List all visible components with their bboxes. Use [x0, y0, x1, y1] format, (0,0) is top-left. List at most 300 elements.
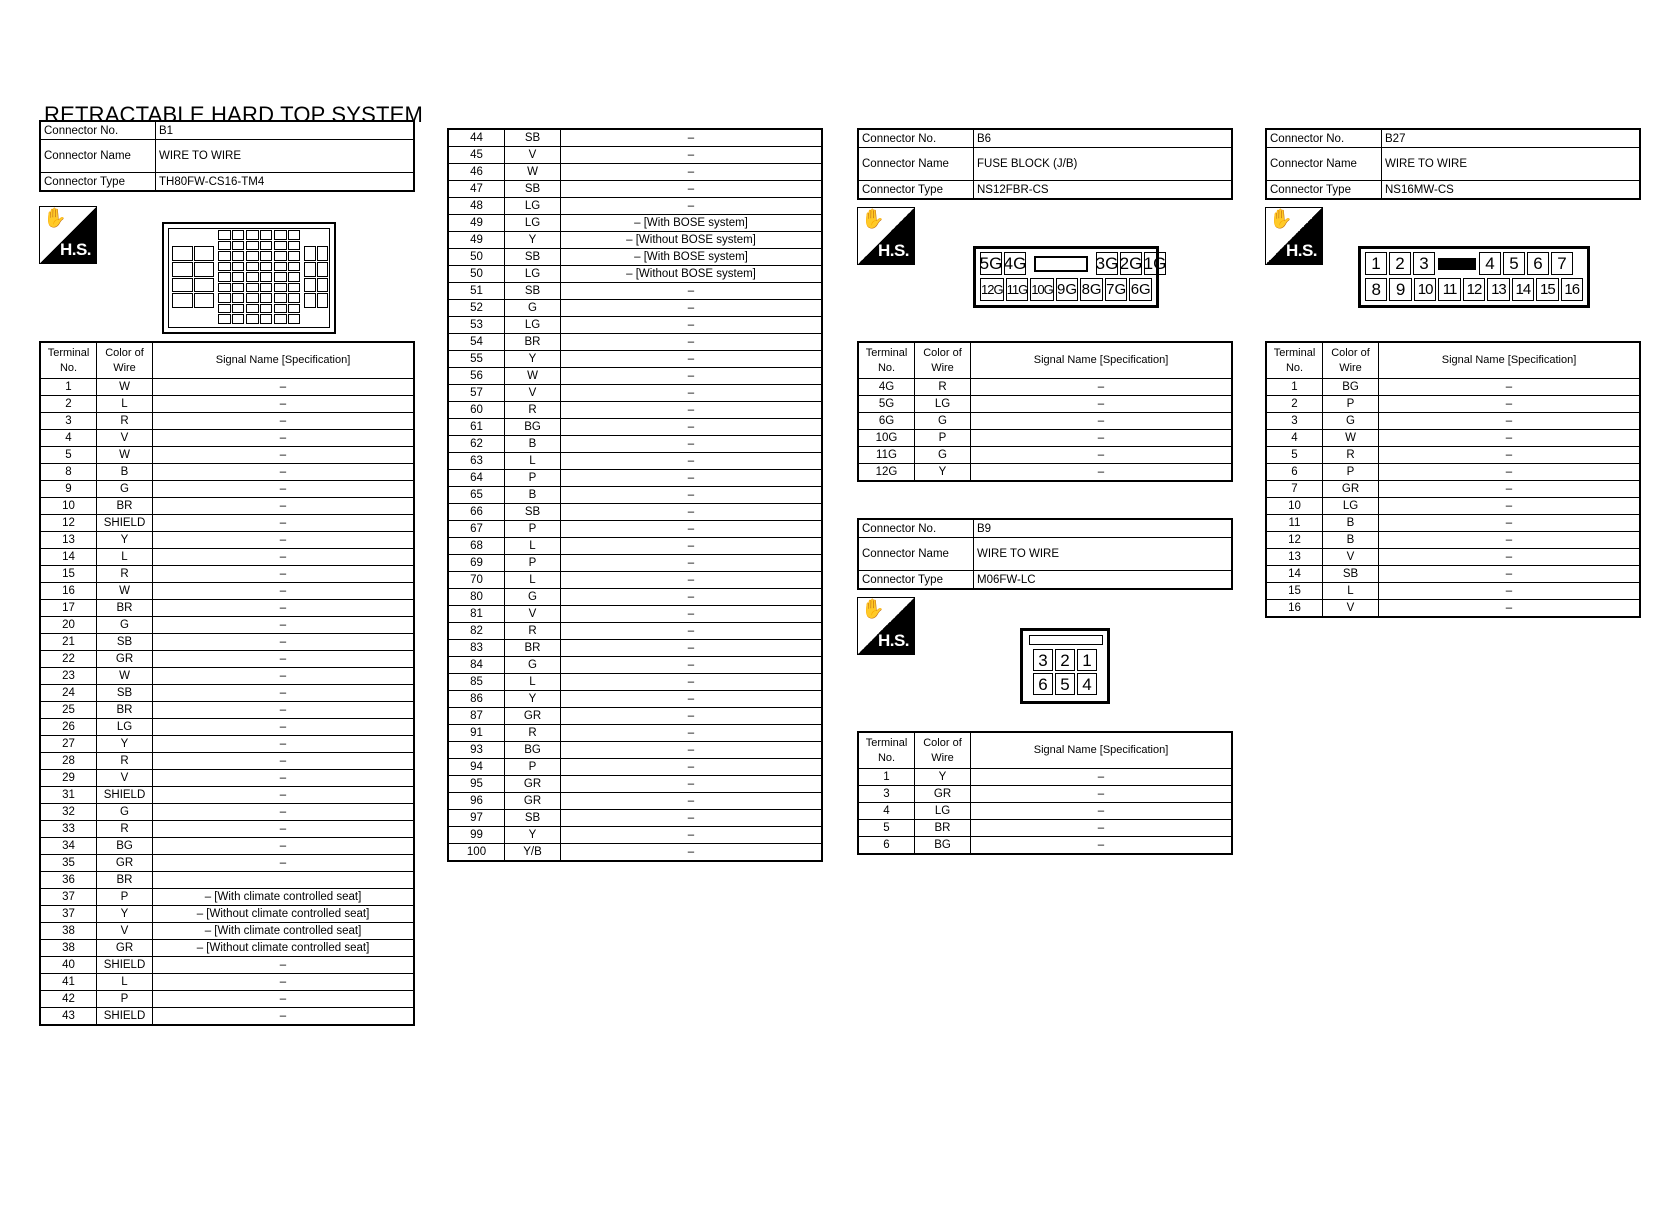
wire-color: SB — [97, 634, 153, 651]
table-row — [40, 549, 414, 566]
terminal-header: Terminal No. — [1266, 342, 1323, 379]
wire-color: L — [97, 396, 153, 413]
terminal-no: 50 — [448, 249, 505, 266]
terminal-no: 13 — [1266, 549, 1323, 566]
wire-color: BR — [97, 498, 153, 515]
wire-color: L — [97, 974, 153, 991]
b27-pin: 8 — [1365, 278, 1387, 301]
terminal-no: 23 — [40, 668, 97, 685]
signal-name: – — [561, 623, 823, 640]
signal-name: – — [153, 515, 415, 532]
b27-pin: 3 — [1413, 252, 1435, 275]
signal-name: – — [971, 413, 1233, 430]
terminal-no: 46 — [448, 164, 505, 181]
wire-color: BG — [505, 742, 561, 759]
table-row — [858, 379, 1232, 396]
wire-color: SB — [505, 129, 561, 147]
table-row — [40, 651, 414, 668]
terminal-no: 10G — [858, 430, 915, 447]
wire-color: G — [97, 481, 153, 498]
table-row — [40, 566, 414, 583]
wire-color: LG — [505, 317, 561, 334]
table-row — [448, 385, 822, 402]
signal-name: – — [1379, 549, 1641, 566]
wire-color: Y — [505, 827, 561, 844]
table-row — [448, 402, 822, 419]
table-row — [40, 736, 414, 753]
wire-color: W — [505, 368, 561, 385]
table-row — [448, 589, 822, 606]
terminal-no: 3 — [1266, 413, 1323, 430]
signal-name: – — [561, 147, 823, 164]
terminal-no: 5G — [858, 396, 915, 413]
wire-color: SB — [505, 181, 561, 198]
b6-connector-type: NS12FBR-CS — [974, 181, 1233, 200]
connector-no-label: Connector No. — [40, 121, 156, 140]
table-row — [40, 787, 414, 804]
wire-color: B — [505, 487, 561, 504]
terminal-header: Terminal No. — [40, 342, 97, 379]
b6-key-slot — [1028, 252, 1094, 275]
wire-color: V — [1323, 600, 1379, 618]
wire-color: GR — [1323, 481, 1379, 498]
connector-type-label: Connector Type — [1266, 181, 1382, 200]
b6-connector-name: FUSE BLOCK (J/B) — [974, 148, 1233, 181]
signal-name: – — [153, 668, 415, 685]
signal-name: – — [1379, 566, 1641, 583]
wire-color: W — [1323, 430, 1379, 447]
signal-name: – — [1379, 532, 1641, 549]
table-row — [448, 691, 822, 708]
color-header: Color of Wire — [915, 732, 971, 769]
table-row — [448, 487, 822, 504]
wire-color: LG — [97, 719, 153, 736]
b6-connector-diagram — [973, 246, 1167, 308]
wire-color: GR — [915, 786, 971, 803]
wire-color: LG — [505, 198, 561, 215]
b9-info-table — [857, 518, 1233, 590]
connector-type-label: Connector Type — [858, 571, 974, 590]
hand-icon: ✋ — [861, 209, 885, 230]
terminal-no: 87 — [448, 708, 505, 725]
table-row — [1266, 498, 1640, 515]
wire-color: R — [97, 753, 153, 770]
signal-name: – — [153, 634, 415, 651]
wire-color: L — [505, 453, 561, 470]
wire-color: BG — [505, 419, 561, 436]
terminal-no: 25 — [40, 702, 97, 719]
table-row — [448, 181, 822, 198]
terminal-no: 24 — [40, 685, 97, 702]
wire-color: LG — [505, 266, 561, 283]
b27-pin: 16 — [1561, 278, 1583, 301]
terminal-no: 86 — [448, 691, 505, 708]
wire-color: R — [97, 566, 153, 583]
table-row — [858, 447, 1232, 464]
table-row — [40, 464, 414, 481]
wire-color: BR — [97, 702, 153, 719]
b9-pin: 6 — [1033, 673, 1053, 695]
terminal-no: 28 — [40, 753, 97, 770]
table-row — [448, 793, 822, 810]
b6-pin: 9G — [1056, 278, 1079, 301]
signal-name: – — [153, 974, 415, 991]
table-row — [40, 617, 414, 634]
terminal-no: 15 — [40, 566, 97, 583]
connector-name-label: Connector Name — [40, 140, 156, 173]
b27-pin: 1 — [1365, 252, 1387, 275]
table-row — [448, 351, 822, 368]
signal-name: – — [1379, 515, 1641, 532]
b9-pin: 3 — [1033, 649, 1053, 671]
wire-color: LG — [915, 396, 971, 413]
signal-name: – — [1379, 464, 1641, 481]
signal-name: – — [561, 521, 823, 538]
signal-name: – — [153, 430, 415, 447]
wire-color: B — [1323, 515, 1379, 532]
signal-name: – — [153, 413, 415, 430]
table-row — [1266, 430, 1640, 447]
terminal-no: 61 — [448, 419, 505, 436]
table-row — [40, 379, 414, 396]
signal-name: – — [153, 583, 415, 600]
signal-name: – — [153, 957, 415, 974]
table-row — [40, 532, 414, 549]
terminal-no: 62 — [448, 436, 505, 453]
terminal-no: 36 — [40, 872, 97, 889]
table-row — [40, 1008, 414, 1026]
terminal-no: 32 — [40, 804, 97, 821]
b6-pin: 11G — [1006, 278, 1029, 301]
terminal-no: 47 — [448, 181, 505, 198]
terminal-no: 64 — [448, 470, 505, 487]
b9-pin: 4 — [1077, 673, 1097, 695]
signal-name: – — [561, 351, 823, 368]
b6-connector-no: B6 — [974, 129, 1233, 148]
table-row — [1266, 515, 1640, 532]
terminal-no: 52 — [448, 300, 505, 317]
b27-pin: 15 — [1536, 278, 1558, 301]
table-row — [448, 215, 822, 232]
hs-icon — [857, 597, 915, 655]
table-row — [448, 674, 822, 691]
terminal-no: 4G — [858, 379, 915, 396]
wire-color: SHIELD — [97, 515, 153, 532]
terminal-no: 5 — [1266, 447, 1323, 464]
table-row — [858, 464, 1232, 482]
table-row — [1266, 447, 1640, 464]
signal-name: – — [153, 804, 415, 821]
table-row — [40, 447, 414, 464]
wire-color: BR — [97, 872, 153, 889]
signal-name: – — [153, 566, 415, 583]
table-row — [40, 583, 414, 600]
signal-name: – — [561, 181, 823, 198]
wire-color: LG — [505, 215, 561, 232]
terminal-no: 22 — [40, 651, 97, 668]
connector-no-label: Connector No. — [858, 129, 974, 148]
terminal-no: 29 — [40, 770, 97, 787]
wire-color: Y — [915, 769, 971, 786]
b27-connector-diagram — [1358, 246, 1590, 308]
signal-name — [153, 872, 415, 889]
terminal-no: 80 — [448, 589, 505, 606]
table-row — [448, 453, 822, 470]
table-row — [40, 821, 414, 838]
table-row — [448, 657, 822, 674]
signal-name: – — [1379, 396, 1641, 413]
signal-name: – — [153, 651, 415, 668]
hs-icon — [1265, 207, 1323, 265]
wire-color: V — [97, 770, 153, 787]
signal-name: – — [561, 283, 823, 300]
terminal-no: 1 — [858, 769, 915, 786]
signal-name: – — [1379, 379, 1641, 396]
table-row — [448, 266, 822, 283]
wire-color: V — [97, 923, 153, 940]
terminal-no: 3 — [40, 413, 97, 430]
table-row — [448, 623, 822, 640]
wire-color: G — [915, 413, 971, 430]
wire-color: BG — [1323, 379, 1379, 396]
b9-connector-diagram — [1020, 628, 1110, 704]
b6-pin: 5G — [979, 254, 1003, 273]
signal-name: – — [153, 753, 415, 770]
table-row — [448, 317, 822, 334]
terminal-no: 34 — [40, 838, 97, 855]
hand-icon: ✋ — [43, 208, 67, 229]
table-row — [448, 776, 822, 793]
b27-pin-table — [1265, 341, 1641, 618]
signal-name: – [With climate controlled seat] — [153, 923, 415, 940]
terminal-no: 56 — [448, 368, 505, 385]
wire-color: SB — [505, 283, 561, 300]
b6-pin: 8G — [1080, 278, 1103, 301]
terminal-no: 2 — [40, 396, 97, 413]
signal-name: – — [561, 164, 823, 181]
table-row — [448, 555, 822, 572]
b27-connector-type: NS16MW-CS — [1382, 181, 1641, 200]
table-row — [1266, 549, 1640, 566]
table-row — [40, 838, 414, 855]
terminal-no: 50 — [448, 266, 505, 283]
terminal-no: 4 — [1266, 430, 1323, 447]
table-row — [40, 804, 414, 821]
terminal-no: 11G — [858, 447, 915, 464]
signal-name: – — [561, 725, 823, 742]
table-row — [448, 368, 822, 385]
wire-color: P — [97, 889, 153, 906]
signal-name: – — [971, 379, 1233, 396]
signal-name: – — [561, 487, 823, 504]
table-row — [448, 521, 822, 538]
signal-name: – — [561, 436, 823, 453]
wire-color: BG — [97, 838, 153, 855]
signal-name: – — [971, 464, 1233, 482]
b27-pin: 14 — [1512, 278, 1534, 301]
signal-name: – — [1379, 600, 1641, 618]
terminal-no: 37 — [40, 906, 97, 923]
b1-pin-table-b — [447, 128, 823, 862]
signal-name: – — [561, 419, 823, 436]
wire-color: B — [1323, 532, 1379, 549]
signal-name: – — [561, 555, 823, 572]
connector-type-label: Connector Type — [40, 173, 156, 192]
table-row — [858, 430, 1232, 447]
table-row — [448, 198, 822, 215]
signal-name: – — [561, 759, 823, 776]
wire-color: BG — [915, 837, 971, 855]
signal-name: – — [561, 470, 823, 487]
connector-name-label: Connector Name — [858, 538, 974, 571]
b6-pin: 4G — [1003, 254, 1027, 273]
signal-name: – — [153, 498, 415, 515]
wire-color: BR — [505, 334, 561, 351]
page-title: RETRACTABLE HARD TOP SYSTEM — [44, 102, 424, 127]
wire-color: SB — [1323, 566, 1379, 583]
table-row — [40, 991, 414, 1008]
signal-name: – — [561, 640, 823, 657]
b27-pin: 10 — [1414, 278, 1436, 301]
terminal-no: 9 — [40, 481, 97, 498]
table-row — [40, 957, 414, 974]
table-row — [448, 232, 822, 249]
signal-name: – — [971, 837, 1233, 855]
table-row — [40, 702, 414, 719]
table-row — [40, 668, 414, 685]
wire-color: B — [97, 464, 153, 481]
terminal-no: 5 — [858, 820, 915, 837]
wire-color: LG — [915, 803, 971, 820]
b1-connector-name: WIRE TO WIRE — [156, 140, 415, 173]
wire-color: P — [1323, 464, 1379, 481]
signal-name: – — [561, 368, 823, 385]
wire-color: P — [505, 555, 561, 572]
signal-name: – [Without climate controlled seat] — [153, 906, 415, 923]
terminal-no: 55 — [448, 351, 505, 368]
table-row — [40, 498, 414, 515]
signal-name: – — [971, 820, 1233, 837]
table-row — [40, 770, 414, 787]
b6-pin: 1G — [1143, 254, 1167, 273]
b1-connector-type: TH80FW-CS16-TM4 — [156, 173, 415, 192]
terminal-no: 11 — [1266, 515, 1323, 532]
signal-name: – [Without BOSE system] — [561, 232, 823, 249]
terminal-no: 14 — [1266, 566, 1323, 583]
signal-name: – — [1379, 583, 1641, 600]
signal-name: – — [153, 447, 415, 464]
wire-color: GR — [505, 776, 561, 793]
signal-name: – — [971, 769, 1233, 786]
table-row — [1266, 379, 1640, 396]
color-header: Color of Wire — [915, 342, 971, 379]
signal-name: – — [561, 589, 823, 606]
wire-color: GR — [505, 793, 561, 810]
wire-color: GR — [97, 651, 153, 668]
wire-color: P — [1323, 396, 1379, 413]
b6-pin: 2G — [1119, 254, 1143, 273]
wire-color: G — [915, 447, 971, 464]
wire-color: V — [97, 430, 153, 447]
table-row — [448, 572, 822, 589]
terminal-no: 20 — [40, 617, 97, 634]
wire-color: W — [97, 668, 153, 685]
terminal-no: 96 — [448, 793, 505, 810]
signal-name: – — [1379, 498, 1641, 515]
signal-name: – — [971, 430, 1233, 447]
b9-pin: 2 — [1055, 649, 1075, 671]
table-row — [448, 810, 822, 827]
connector-type-label: Connector Type — [858, 181, 974, 200]
b1-pin-table-a — [39, 341, 415, 1026]
wire-color: BR — [915, 820, 971, 837]
wire-color: SB — [505, 504, 561, 521]
terminal-no: 12G — [858, 464, 915, 482]
color-header: Color of Wire — [97, 342, 153, 379]
terminal-no: 57 — [448, 385, 505, 402]
signal-name: – — [153, 838, 415, 855]
terminal-no: 3 — [858, 786, 915, 803]
wire-color: Y — [97, 906, 153, 923]
terminal-no: 81 — [448, 606, 505, 623]
table-row — [40, 719, 414, 736]
terminal-no: 38 — [40, 923, 97, 940]
terminal-no: 15 — [1266, 583, 1323, 600]
wire-color: L — [505, 538, 561, 555]
b6-pin: 12G — [980, 278, 1004, 301]
table-row — [40, 753, 414, 770]
terminal-no: 70 — [448, 572, 505, 589]
table-row — [858, 837, 1232, 855]
table-row — [448, 147, 822, 164]
wire-color: BR — [97, 600, 153, 617]
signal-name: – — [561, 827, 823, 844]
signal-name: – [With climate controlled seat] — [153, 889, 415, 906]
table-row — [858, 820, 1232, 837]
b6-pin: 10G — [1030, 278, 1054, 301]
terminal-no: 51 — [448, 283, 505, 300]
terminal-no: 6 — [858, 837, 915, 855]
table-row — [1266, 481, 1640, 498]
hs-label: H.S. — [59, 240, 91, 259]
table-row — [40, 940, 414, 957]
wire-color: P — [915, 430, 971, 447]
wire-color: P — [97, 991, 153, 1008]
signal-name: – — [561, 691, 823, 708]
wire-color: R — [915, 379, 971, 396]
signal-name: – — [153, 991, 415, 1008]
signal-name: – — [153, 379, 415, 396]
table-row — [448, 249, 822, 266]
terminal-no: 4 — [858, 803, 915, 820]
table-row — [448, 708, 822, 725]
table-row — [1266, 464, 1640, 481]
table-row — [448, 742, 822, 759]
terminal-no: 49 — [448, 215, 505, 232]
terminal-header: Terminal No. — [858, 732, 915, 769]
table-row — [40, 634, 414, 651]
table-row — [448, 759, 822, 776]
terminal-no: 82 — [448, 623, 505, 640]
wire-color: B — [505, 436, 561, 453]
signal-name: – — [153, 787, 415, 804]
wire-color: L — [1323, 583, 1379, 600]
table-row — [40, 685, 414, 702]
terminal-no: 93 — [448, 742, 505, 759]
hs-label: H.S. — [1285, 241, 1317, 260]
terminal-no: 42 — [40, 991, 97, 1008]
terminal-no: 43 — [40, 1008, 97, 1026]
